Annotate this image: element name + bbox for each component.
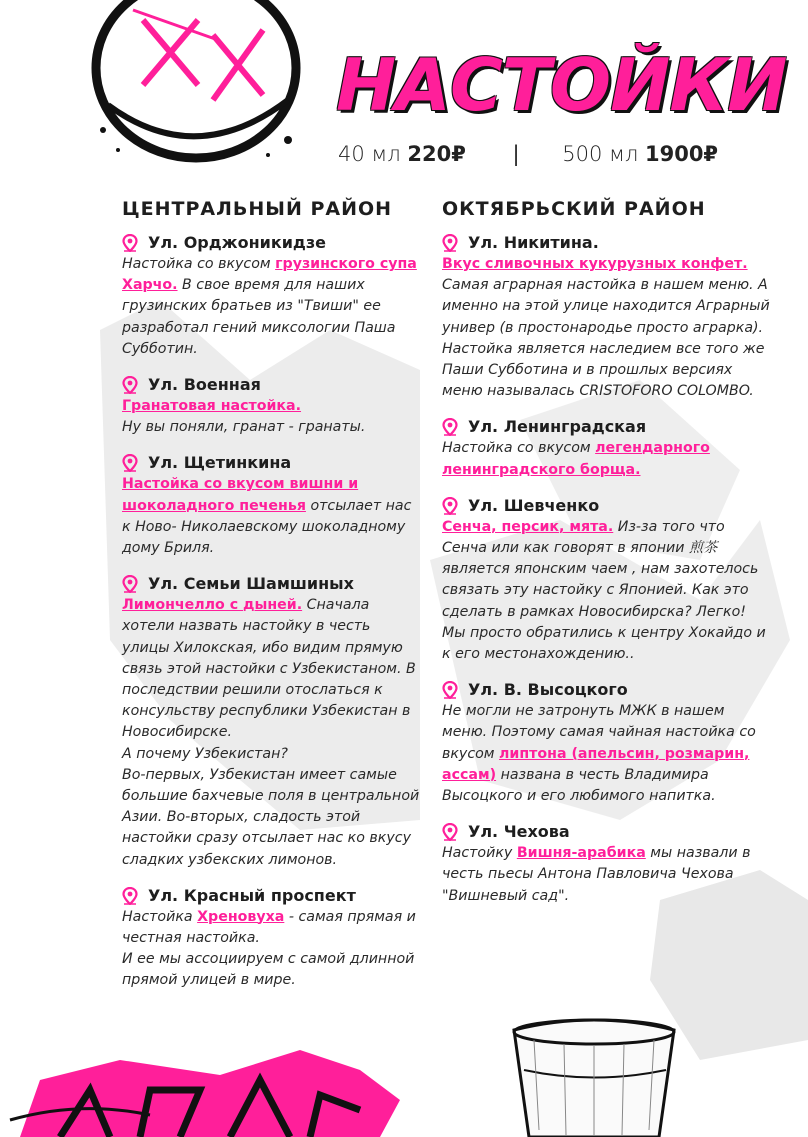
street-name: Ул. Чехова [468, 822, 570, 842]
description [122, 254, 422, 360]
description [442, 517, 772, 665]
flavor-highlight: Гранатовая настойка. [122, 398, 302, 415]
flavor-highlight: Вкус сливочных кукурузных конфет. [442, 256, 748, 272]
district-heading: ЦЕНТРАЛЬНЫЙ РАЙОН [122, 198, 393, 220]
street-name: Ул. В. Высоцкого [468, 680, 628, 700]
menu-entry [122, 232, 422, 360]
description-text: отсылает нас к Ново- Николаевскому шоколадному дому Бриля. [122, 497, 412, 557]
october-district-column [442, 198, 772, 921]
price-separator: | [512, 142, 520, 166]
description [122, 907, 422, 992]
street-heading [122, 374, 422, 396]
description [442, 438, 772, 480]
large-price: 1900₽ [644, 142, 719, 166]
small-volume: 40 мл [338, 142, 401, 166]
menu-entry [442, 679, 772, 807]
location-pin-icon [442, 418, 458, 436]
description-text: Сначала хотели назвать настойку в честь улицы Хилокская, ибо видим прямую связь этой настойки с Узбекистаном. В последствии решили отослаться к консульству республики Узбекистан в Новосибирске. А почему Узбекистан? Во-первых, Узбекистан имеет самые большие бахчевые поля в центральной Азии. Во-вторых, сладость этой настойки сразу отсылает нас ко вкусу сладких узбекских лимонов. [122, 597, 420, 868]
description-text: Настойка со вкусом [122, 256, 276, 272]
flavor-highlight: Лимончелло с дыней. [122, 597, 303, 614]
central-district-column [122, 198, 422, 1006]
street-name: Ул. Семьи Шамшиных [148, 574, 354, 594]
street-name: Ул. Красный проспект [148, 885, 356, 905]
street-heading [442, 821, 772, 843]
location-pin-icon [122, 376, 138, 394]
description-text: Ну вы поняли, гранат - гранаты. [122, 419, 366, 436]
menu-entry [442, 416, 772, 480]
description-text: Самая аграрная настойка в нашем меню. А именно на этой улице находится Аграрный универ (в простонародье просто аграрка). Настойка является наследием все того же Паши Субботина и в прошлых версиях меню называлась CRISTOFORO COLOMBO. [442, 277, 770, 400]
street-heading [122, 232, 422, 254]
street-name: Ул. Орджоникидзе [148, 233, 326, 252]
menu-entry [442, 495, 772, 665]
description [442, 701, 772, 807]
menu-entry [122, 452, 422, 559]
price-line [338, 142, 718, 166]
flavor-highlight: легендарного ленинградского борща. [442, 440, 710, 478]
street-name: Ул. Никитина. [468, 233, 599, 252]
description-text: - самая прямая и честная настойка. И ее мы ассоциируем с самой длинной прямой улицей в мире. [122, 908, 416, 989]
location-pin-icon [122, 575, 138, 593]
street-heading [442, 495, 772, 517]
street-heading [122, 452, 422, 474]
flavor-highlight: грузинского супа Харчо. [122, 256, 417, 294]
menu-entry [442, 232, 772, 402]
district-heading: ОКТЯБРЬСКИЙ РАЙОН [442, 198, 706, 220]
menu-entry [122, 573, 422, 871]
street-name: Ул. Военная [148, 375, 261, 395]
smiley-face-doodle [78, 0, 318, 170]
location-pin-icon [442, 234, 458, 252]
flavor-highlight: Настойка со вкусом вишни и шоколадного печенья [122, 476, 359, 514]
location-pin-icon [442, 823, 458, 841]
street-heading [122, 573, 422, 595]
location-pin-icon [122, 234, 138, 252]
description-text: Настойку [442, 845, 517, 862]
glass-drawing [494, 1010, 694, 1137]
large-volume: 500 мл [562, 142, 639, 166]
flavor-highlight: липтона (апельсин, розмарин, ассам) [442, 745, 750, 783]
description-text: названа в честь Владимира Высоцкого и его любимого напитка. [442, 766, 716, 805]
menu-entry [442, 821, 772, 907]
description [122, 396, 422, 438]
flavor-highlight: Хреновуха [197, 908, 285, 925]
description-text: Из-за того что Сенча или как говорят в японии 煎茶 является японским чаем , нам захотелось связать эту настойку с Японией. Как это сделать в рамках Новосибирска? Легко! Мы просто обратились к центру Хокайдо и к его местонахождению.. [442, 518, 766, 663]
street-name: Ул. Ленинградская [468, 417, 647, 437]
page-title: НАСТОЙКИ [336, 43, 787, 127]
menu-entry [122, 885, 422, 992]
flavor-highlight: Сенча, персик, мята. [442, 518, 614, 535]
description [442, 254, 772, 402]
street-name: Ул. Щетинкина [148, 453, 292, 473]
description [122, 474, 422, 559]
street-heading [122, 885, 422, 907]
description [122, 595, 422, 871]
description [442, 843, 772, 907]
graffiti-decoration [0, 1020, 430, 1137]
flavor-highlight: Вишня-арабика [516, 845, 646, 862]
location-pin-icon [442, 681, 458, 699]
description-text: Настойка [122, 908, 198, 925]
location-pin-icon [122, 887, 138, 905]
street-name: Ул. Шевченко [468, 495, 600, 515]
location-pin-icon [442, 497, 458, 515]
description-text: Не могли не затронуть МЖК в нашем меню. Поэтому самая чайная настойка со вкусом [442, 703, 756, 762]
description-text: В свое время для наших грузинских братьев из "Твиши" ее разработал гений миксологии Паша Субботин. [122, 277, 396, 357]
small-price: 220₽ [407, 142, 466, 166]
street-heading [442, 416, 772, 438]
location-pin-icon [122, 454, 138, 472]
description-text: Настойка со вкусом [442, 440, 596, 457]
street-heading [442, 232, 772, 254]
description-text: мы назвали в честь пьесы Антона Павловича Чехова "Вишневый сад". [442, 845, 751, 904]
menu-entry [122, 374, 422, 438]
street-heading [442, 679, 772, 701]
